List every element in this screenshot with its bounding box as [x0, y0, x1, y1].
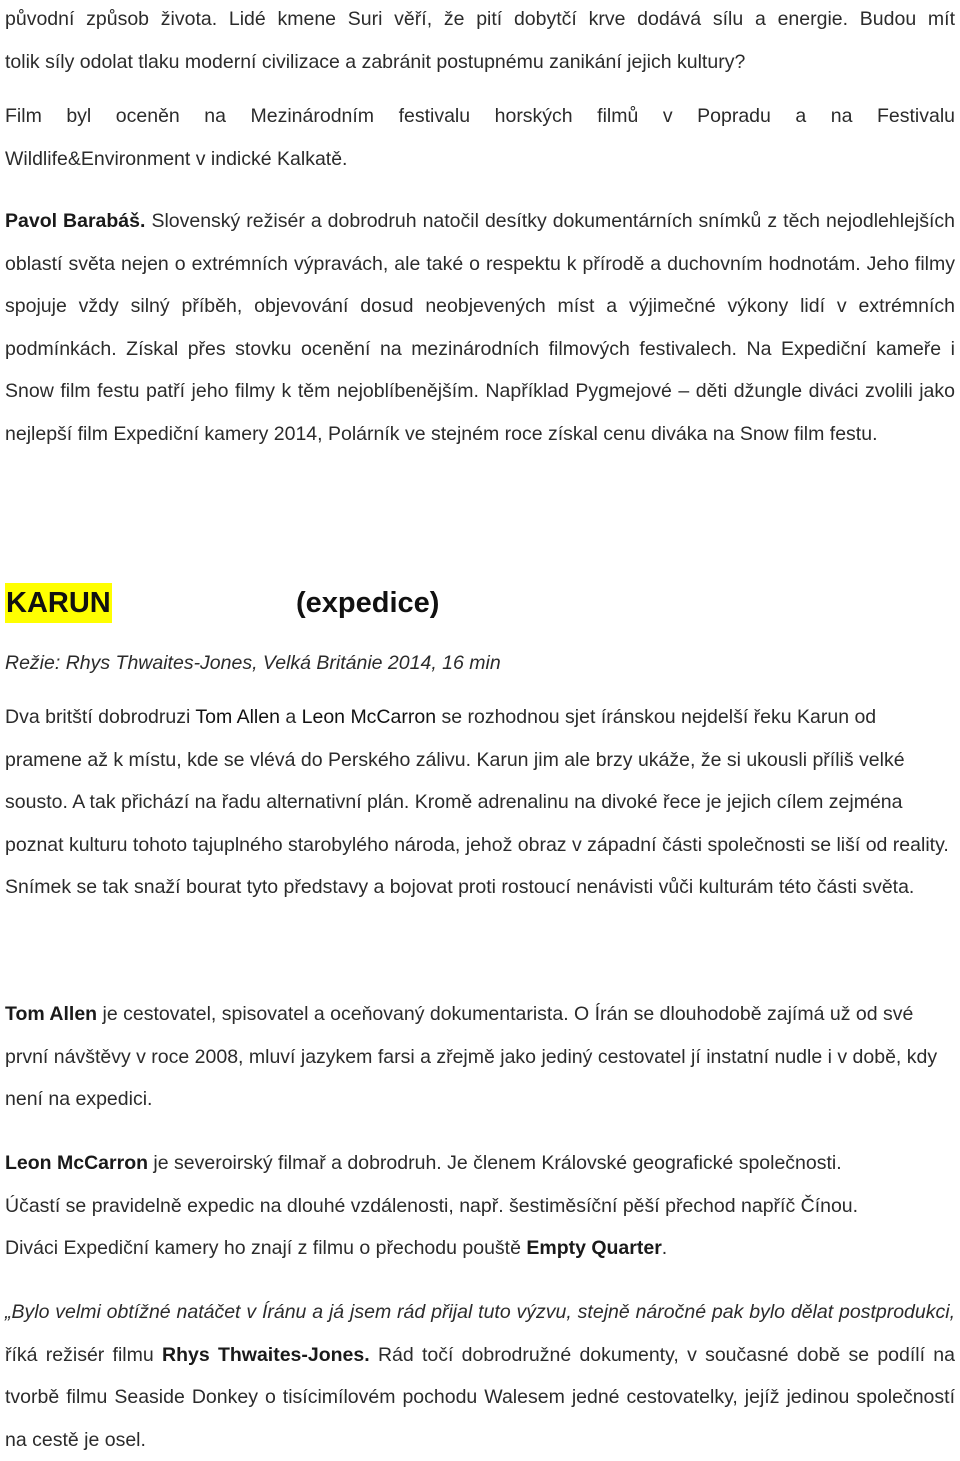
tom-name: Tom Allen	[5, 1003, 98, 1025]
quote-italic: „Bylo velmi obtížné natáčet v Íránu a já jsem rád přijal tuto výzvu, stejně náročné pak bylo dělat postprodukci,	[5, 1301, 955, 1323]
barabas-text: Slovenský režisér a dobrodruh natočil desítky dokumentárních snímků z těch nejodlehlejších oblastí světa nejen o extrémních výpravách, ale také o respektu k přírodě a duchovním hodnotám. Jeho filmy spojuje vždy silný příběh, objevování dosud neobjevených míst a výjimečné výkony lidí v extrémních podmínkách. Získal přes stovku ocenění na mezinárodních filmových festivalech. Na Expediční kameře i Snow film festu patří jeho filmy k těm nejoblíbenějším. Například Pygmejové – děti džungle diváci zvolili jako nejlepší film Expediční kamery 2014, Polárník ve stejném roce získal cenu diváka na Snow film festu.	[5, 210, 956, 445]
desc-and: a	[279, 706, 302, 728]
leon-paragraph	[5, 1142, 955, 1270]
tom-text: je cestovatel, spisovatel a oceňovaný dokumentarista. O Írán se dlouhodobě zajímá už od své první návštěvy v roce 2008, mluví jazykem farsi a zřejmě jako jediný cestovatel jí instatní nudle i v době, kdy není na expedici.	[5, 1003, 938, 1110]
barabas-paragraph	[5, 200, 955, 455]
leon-text-2: Účastí se pravidelně expedic na dlouhé vzdálenosti, např. šestiměsíční pěší přechod napříč Čínou.	[5, 1194, 859, 1217]
desc-leon: Leon McCarron	[301, 706, 437, 728]
quote-rest: Rád točí dobrodružné dokumenty, v současné době se podílí na tvorbě filmu Seaside Donkey o tisícimílovém pochodu Walesem jedné cestovatelky, jejíž jedinou společností na cestě je osel.	[5, 1343, 956, 1451]
film-title: KARUN	[5, 583, 112, 623]
awards-line-1: Film byl oceněn na Mezinárodním festivalu horských filmů v Popradu a na Festivalu	[5, 105, 955, 127]
leon-film: Empty Quarter	[526, 1237, 662, 1259]
quote-says: říká režisér filmu	[5, 1343, 162, 1366]
intro-line-2: tolik síly odolat tlaku moderní civilizace a zabránit postupnému zanikání jejich kultury?	[5, 50, 746, 73]
intro-paragraph	[5, 0, 955, 83]
film-heading	[5, 578, 955, 628]
leon-text-4: .	[661, 1237, 668, 1259]
leon-text-3: Diváci Expediční kamery ho znají z filmu o přechodu pouště	[5, 1237, 527, 1259]
awards-paragraph	[5, 95, 955, 180]
desc-tom: Tom Allen	[195, 706, 280, 728]
film-credits: Režie: Rhys Thwaites-Jones, Velká Británie 2014, 16 min	[5, 652, 501, 674]
quote-director: Rhys Thwaites-Jones.	[162, 1343, 370, 1366]
film-description	[5, 696, 955, 909]
awards-line-2: Wildlife&Environment v indické Kalkatě.	[5, 147, 348, 170]
film-category: (expedice)	[296, 587, 440, 619]
quote-paragraph	[5, 1291, 955, 1461]
intro-line-1: původní způsob života. Lidé kmene Suri věří, že pití dobytčí krve dodává sílu a energie. Budou mít	[5, 8, 955, 30]
tom-paragraph	[5, 993, 955, 1121]
barabas-name: Pavol Barabáš.	[5, 210, 146, 232]
desc-post: se rozhodnou sjet íránskou nejdelší řeku Karun od pramene až k místu, kde se vlévá do Perského zálivu. Karun jim ale brzy ukáže, že si ukousli příliš velké sousto. A tak přichází na řadu alternativní plán. Kromě adrenalinu na divoké řece je jejich cílem zejména poznat kulturu tohoto tajuplného starobylého národa, jehož obraz v západní části společnosti se liší od reality. Snímek se tak snaží bourat tyto představy a bojovat proti rostoucí nenávisti vůči kulturám této části světa.	[5, 706, 949, 898]
leon-name: Leon McCarron	[5, 1152, 149, 1174]
leon-text-1: je severoirský filmař a dobrodruh. Je členem Královské geografické společnosti.	[148, 1152, 842, 1174]
desc-pre: Dva britští dobrodruzi	[5, 706, 196, 728]
